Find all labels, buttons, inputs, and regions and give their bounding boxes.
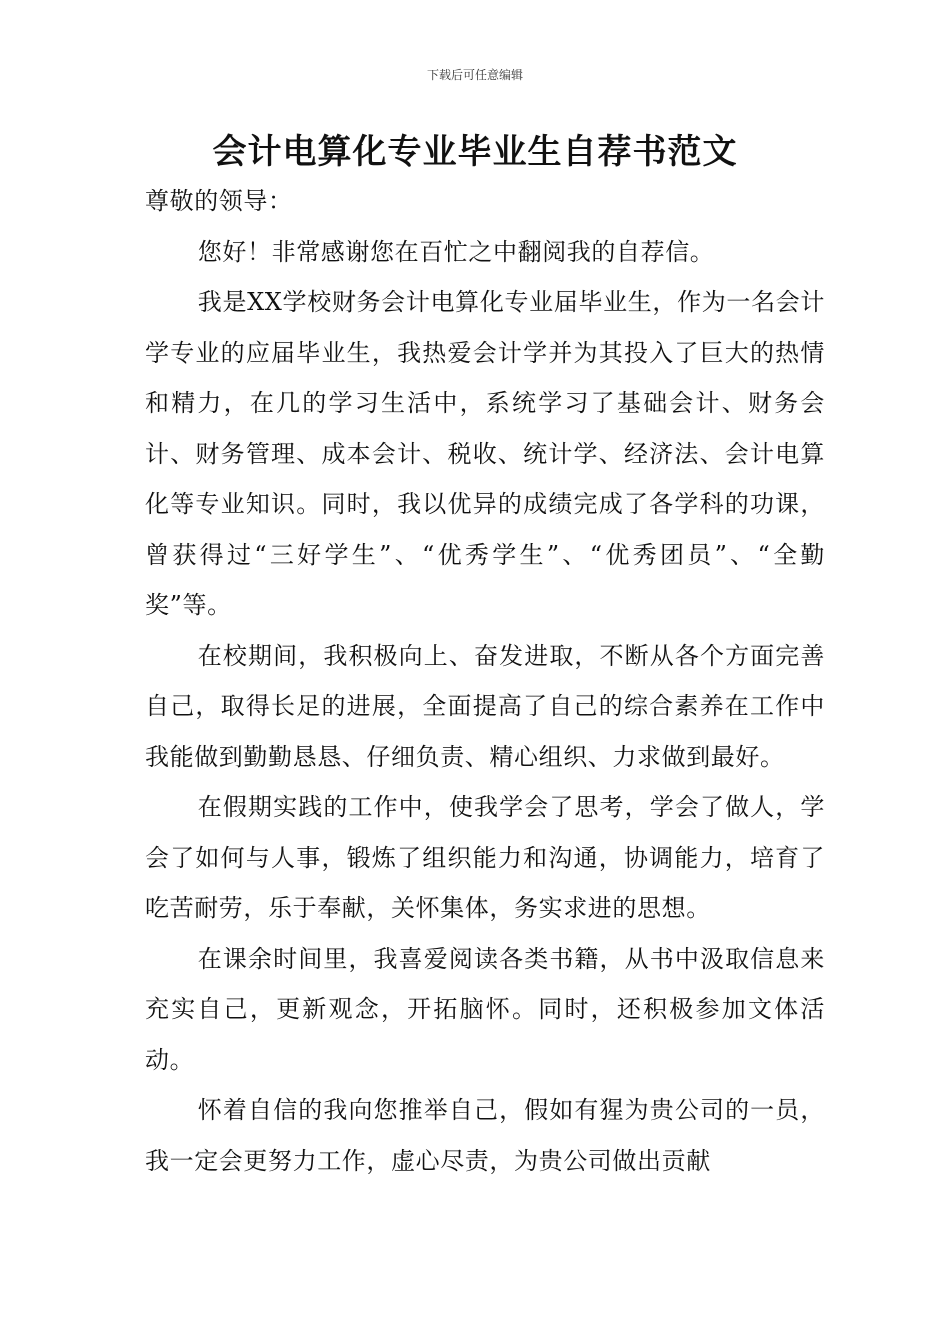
salutation: 尊敬的领导： <box>145 187 293 215</box>
paragraph-closing: 怀着自信的我向您推举自己，假如有猩为贵公司的一员，我一定会更努力工作，虚心尽责，为贵公司做出贡献 <box>145 1096 825 1175</box>
paragraph-greeting: 您好！非常感谢您在百忙之中翻阅我的自荐信。 <box>197 237 715 266</box>
paragraph-campus: 在校期间，我积极向上、奋发进取，不断从各个方面完善自己，取得长足的进展，全面提高了自己的综合素养在工作中我能做到勤勤恳恳、仔细负责、精心组织、力求做到最好。 <box>145 641 825 771</box>
paragraph-hobbies: 在课余时间里，我喜爱阅读各类书籍，从书中汲取信息来充实自己，更新观念，开拓脑怀。同时，还积极参加文体活动。 <box>145 944 825 1074</box>
header-note: 下载后可任意编辑 <box>426 68 523 82</box>
paragraph-internship: 在假期实践的工作中，使我学会了思考，学会了做人，学会了如何与人事，锻炼了组织能力和沟通，协调能力，培育了吃苦耐劳，乐于奉献，关怀集体，务实求进的思想。 <box>145 793 825 922</box>
letter-body <box>145 176 825 1186</box>
document-title: 会计电算化专业毕业生自荐书范文 <box>212 132 738 172</box>
paragraph-introduction: 我是XX学校财务会计电算化专业届毕业生，作为一名会计学专业的应届毕业生，我热爱会计学并为其投入了巨大的热情和精力，在几的学习生活中，系统学习了基础会计、财务会计、财务管理、成本会计、税收、统计学、经济法、会计电算化等专业知识。同时，我以优异的成绩完成了各学科的功课，曾获得过“三好学生”、“优秀学生”、“优秀团员”、“全勤奖”等。 <box>145 288 825 619</box>
